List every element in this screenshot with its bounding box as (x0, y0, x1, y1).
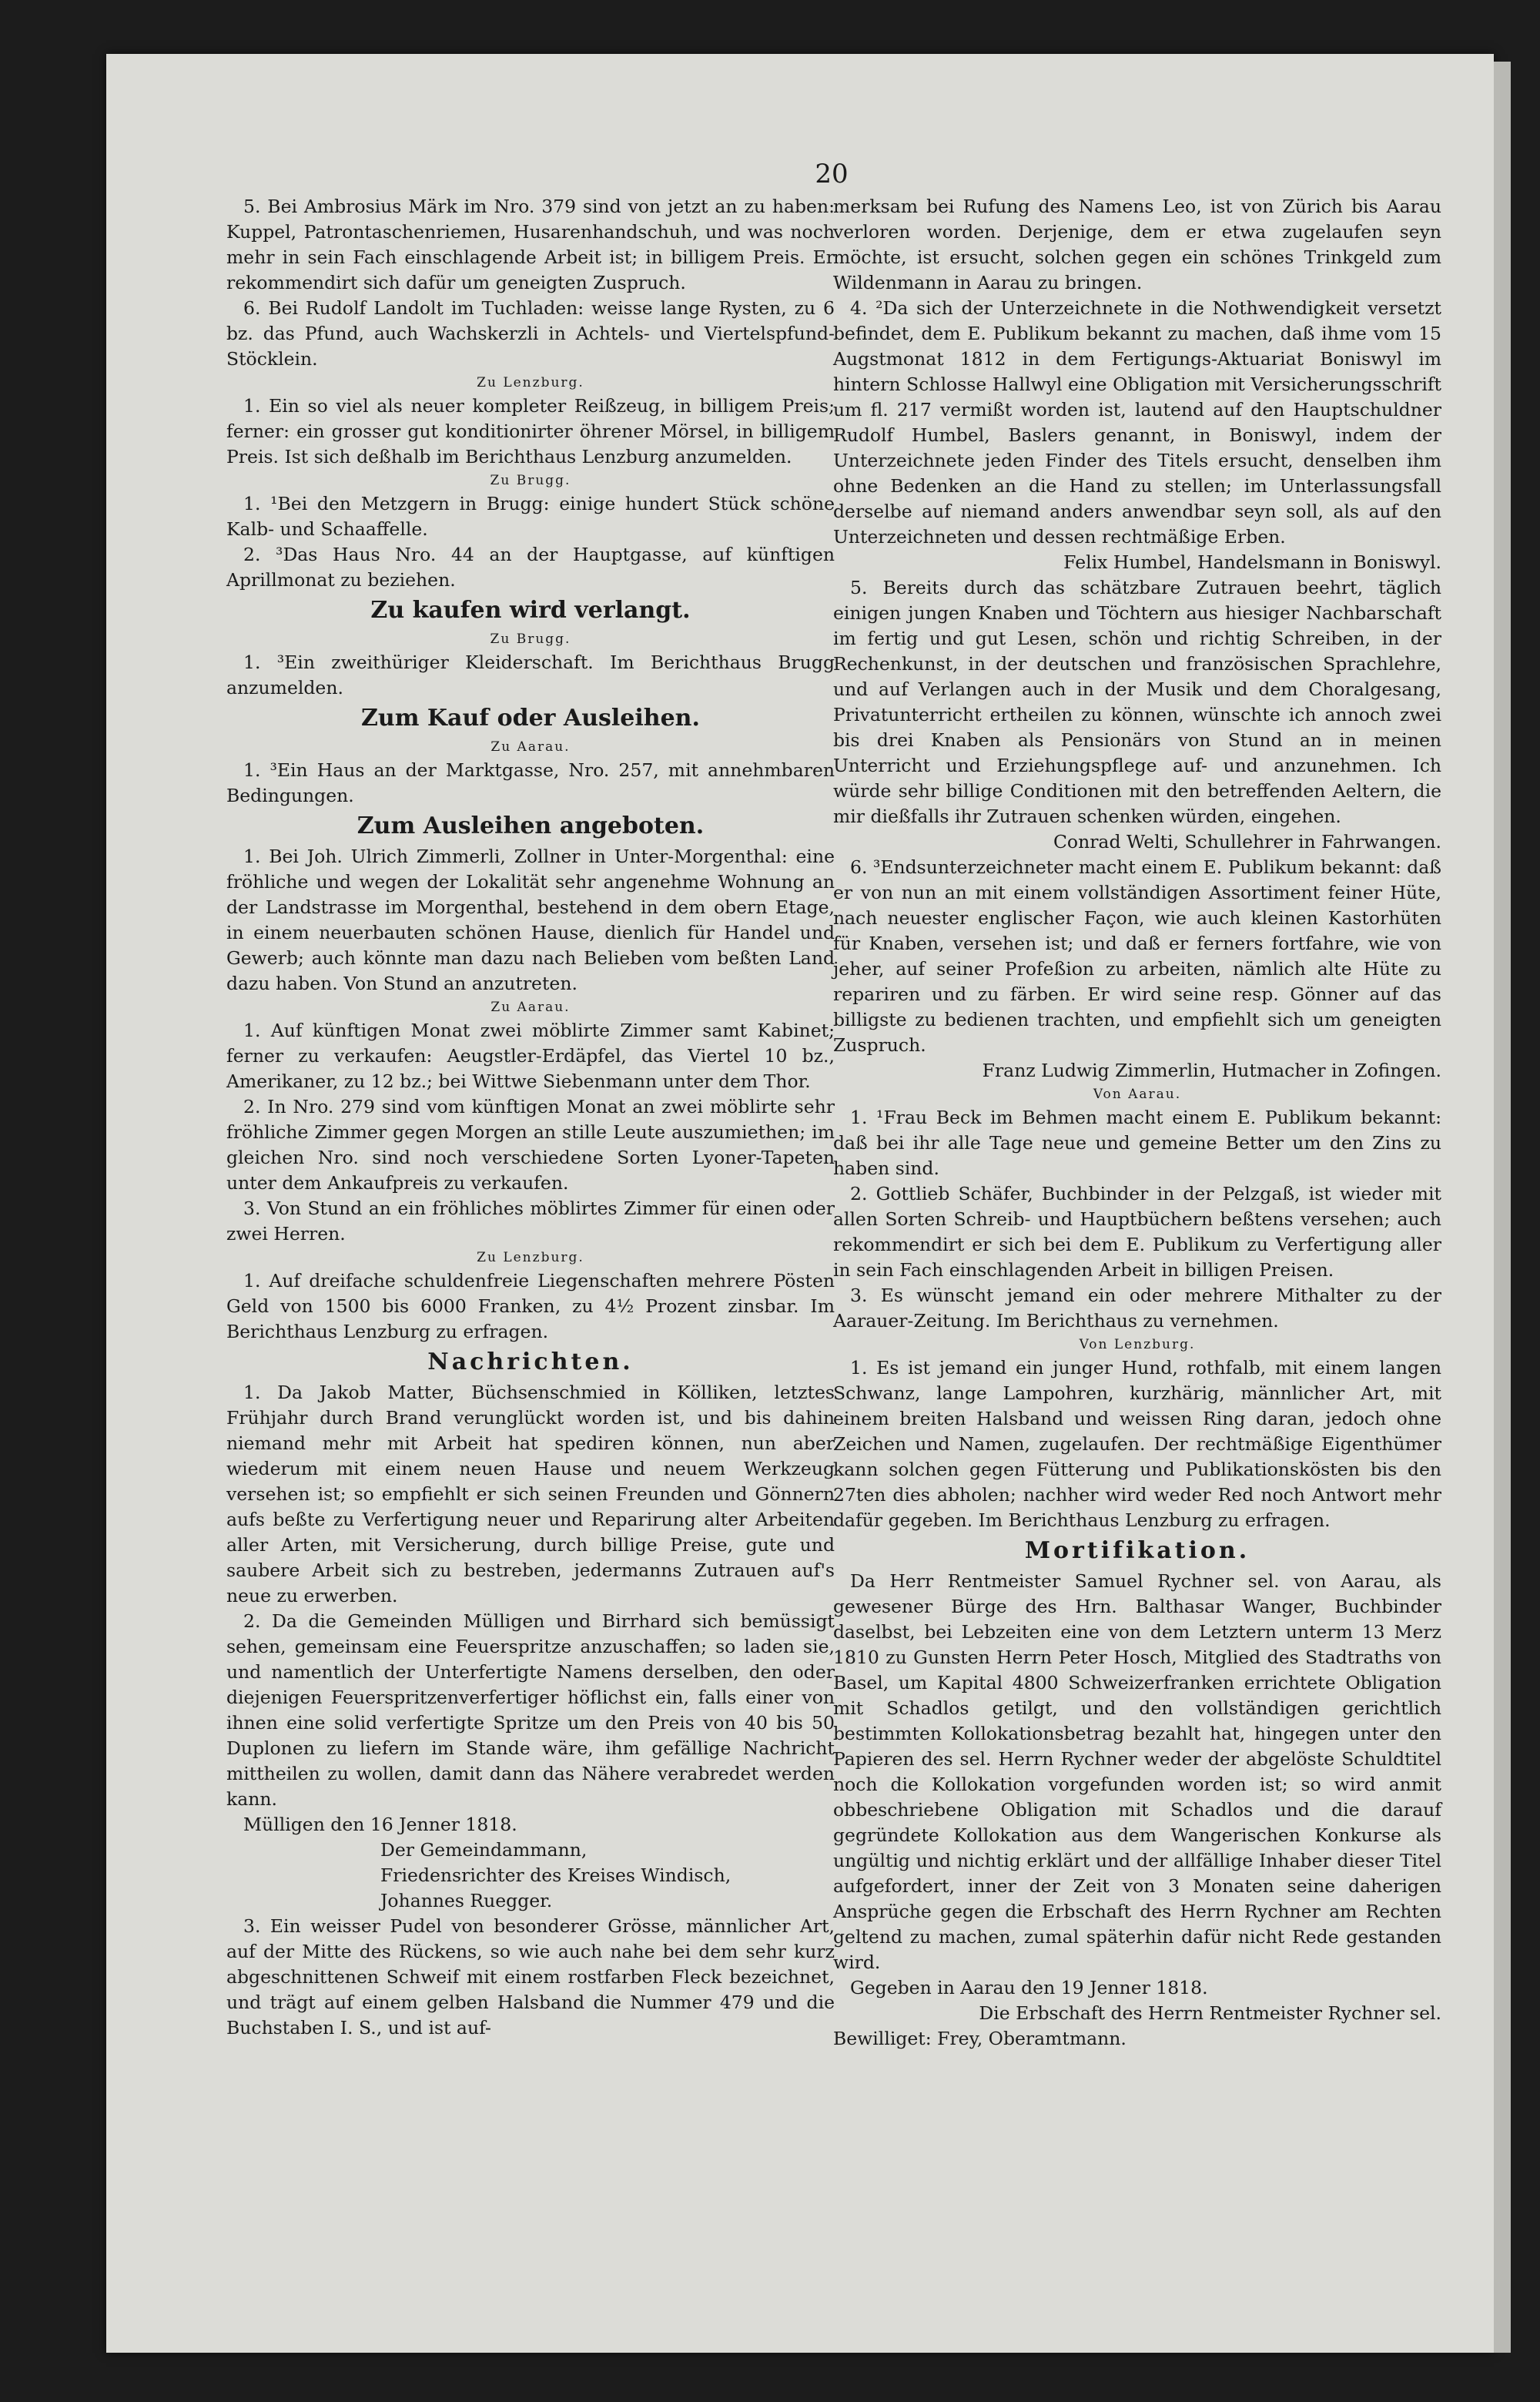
signature-line: Der Gemeindammann, (380, 1839, 588, 1861)
signature-bewilliget: Bewilliget: Frey, Oberamtmann. (833, 2028, 1127, 2049)
notice-matter: 1. Da Jakob Matter, Büchsenschmied in Kölliken, letztes Frühjahr durch Brand verunglückt worden ist, und bis dahin niemand mehr mit Arbeit hat spediren können, nun aber wiederum mit einem neuen Hause und neuem Werkzeug versehen ist; so empfiehlt er sich seinen Freunden und Gönnern aufs beßte zu Verfertigung neuer und Reparirung alter Arbeiten aller Arten, mit Versicherung, durch billige Preise, gute und saubere Arbeit sich zu bestreben, jedermanns Zutrauen auf's neue zu erwerben. (226, 1382, 835, 1606)
location-heading: Zu Lenzburg. (477, 1250, 584, 1265)
left-column (226, 194, 835, 2041)
location-heading: Von Lenzburg. (1079, 1337, 1196, 1352)
notice-reisszeug: 1. Ein so viel als neuer kompleter Reißzeug, in billigem Preis; ferner: ein grosser gut konditionirter öhrener Mörsel, in billigem Preis. Ist sich deßhalb im Berichthaus Lenzburg anzumelden. (226, 395, 835, 467)
section-heading-ausleihen: Zum Ausleihen angeboten. (357, 812, 705, 839)
location-heading: Zu Brugg. (490, 631, 571, 647)
page-number: 20 (815, 159, 849, 189)
signature-erbschaft: Die Erbschaft des Herrn Rentmeister Rychner sel. (979, 2002, 1441, 2024)
notice-pudel-continued: merksam bei Rufung des Namens Leo, ist von Zürich bis Aarau verloren worden. Derjenige, dem er etwa zugelaufen seyn möchte, ist ersucht, solchen gegen ein schönes Trinkgeld zum Wildenmann in Aarau zu bringen. (833, 196, 1441, 293)
notice-kleiderschaft: 1. ³Ein zweithüriger Kleiderschaft. Im Berichthaus Brugg anzumelden. (226, 652, 835, 698)
notice-haus-44: 2. ³Das Haus Nro. 44 an der Hauptgasse, auf künftigen Aprillmonat zu beziehen. (226, 544, 835, 591)
section-heading-nachrichten: Nachrichten. (427, 1348, 634, 1375)
notice-geld: 1. Auf dreifache schuldenfreie Liegenschaften mehrere Pösten Geld von 1500 bis 6000 Franken, zu 4½ Prozent zinsbar. Im Berichthaus Lenzburg zu erfragen. (226, 1270, 835, 1342)
notice-feuerspritze: 2. Da die Gemeinden Mülligen und Birrhard sich bemüssigt sehen, gemeinsam eine Feuerspritze anzuschaffen; so laden sie, und namentlich der Unterfertigte Namens derselben, den oder diejenigen Feuerspritzenverfertiger höflichst ein, falls einer von ihnen eine solid verfertigte Spritze um den Preis von 40 bis 50 Duplonen zu liefern im Stande wäre, ihm gefällige Nachricht mittheilen zu wollen, damit dann das Nähere verabredet werden kann. (226, 1610, 835, 1810)
location-heading: Zu Brugg. (490, 473, 571, 488)
notice-huete: 6. ³Endsunterzeichneter macht einem E. Publikum bekannt: daß er von nun an mit einem vollständigen Assortiment feiner Hüte, nach neuester englischer Façon, wie auch kleinen Kastorhüten für Knaben, versehen ist; und daß er ferners fortfahre, wie von jeher, auf seiner Profeßion zu arbeiten, nämlich alte Hüte zu repariren und zu färben. Er wird seine resp. Gönner auf das billigste zu bedienen trachten, und empfiehlt sich um geneigten Zuspruch. (833, 856, 1441, 1056)
notice-zimmer-kabinet: 1. Auf künftigen Monat zwei möblirte Zimmer samt Kabinet; ferner zu verkaufen: Aeugstler-Erdäpfel, das Viertel 10 bz., Amerikaner, zu 12 bz.; bei Wittwe Siebenmann unter dem Thor. (226, 1020, 835, 1092)
signature-humbel: Felix Humbel, Handelsmann in Boniswyl. (1063, 551, 1441, 573)
dateline-aarau: Gegeben in Aarau den 19 Jenner 1818. (850, 1977, 1208, 1998)
notice-pudel: 3. Ein weisser Pudel von besonderer Grösse, männlicher Art, auf der Mitte des Rückens, so wie auch nahe bei dem sehr kurz abgeschnittenen Schweif mit einem rostfarben Fleck bezeichnet, und trägt auf einem gelben Halsband die Nummer 479 und die Buchstaben I. S., und ist auf- (226, 1915, 835, 2039)
notice-mithalter: 3. Es wünscht jemand ein oder mehrere Mithalter zu der Aarauer-Zeitung. Im Berichthaus zu vernehmen. (833, 1285, 1441, 1332)
notice-metzgern: 1. ¹Bei den Metzgern in Brugg: einige hundert Stück schöne Kalb- und Schaaffelle. (226, 493, 835, 540)
location-heading: Zu Aarau. (490, 739, 571, 755)
signature-welti: Conrad Welti, Schullehrer in Fahrwangen. (1053, 831, 1441, 853)
notice-schaefer: 2. Gottlieb Schäfer, Buchbinder in der Pelzgaß, ist wieder mit allen Sorten Schreib- und Hauptbüchern beßtens versehen; auch rekommendirt er sich bei dem E. Publikum zu Verfertigung aller in sein Fach einschlagenden Arbeit in billigen Preisen. (833, 1183, 1441, 1281)
notice-ambrosius: 5. Bei Ambrosius Märk im Nro. 379 sind von jetzt an zu haben: Kuppel, Patrontaschenriemen, Husarenhandschuh, und was noch mehr in sein Fach einschlagende Arbeit ist; in billigem Preis. Er rekommendirt sich dafür um geneigten Zuspruch. (226, 196, 835, 293)
right-column (833, 194, 1441, 2052)
notice-hund: 1. Es ist jemand ein junger Hund, rothfalb, mit einem langen Schwanz, lange Lampohren, kurzhärig, männlicher Art, mit einem breiten Halsband und weissen Ring daran, jedoch ohne Zeichen und Namen, zugelaufen. Der rechtmäßige Eigenthümer kann solchen gegen Fütterung und Publikationskösten bis den 27ten dies abholen; nachher wird weder Red noch Antwort mehr dafür gegeben. Im Berichthaus Lenzburg zu erfragen. (833, 1357, 1441, 1531)
notice-nro-279: 2. In Nro. 279 sind vom künftigen Monat an zwei möblirte sehr fröhliche Zimmer gegen Morgen an stille Leute auszumiethen; im gleichen Nro. sind noch verschiedene Sorten Lyoner-Tapeten unter dem Ankaufpreis zu verkaufen. (226, 1096, 835, 1194)
notice-zimmerli: 1. Bei Joh. Ulrich Zimmerli, Zollner in Unter-Morgenthal: eine fröhliche und wegen der Lokalität sehr angenehme Wohnung an der Landstrasse im Morgenthal, bestehend in dem obern Etage, in einem neuerbauten schönen Hause, dienlich für Handel und Gewerb; auch könnte man dazu nach Belieben vom beßten Land dazu haben. Von Stund an anzutreten. (226, 846, 835, 994)
signature-line: Friedensrichter des Kreises Windisch, (380, 1864, 732, 1886)
notice-frau-beck: 1. ¹Frau Beck im Behmen macht einem E. Publikum bekannt: daß bei ihr alle Tage neue und gemeine Better um den Zins zu haben sind. (833, 1107, 1441, 1179)
location-heading: Zu Aarau. (490, 1000, 571, 1015)
notice-unterricht: 5. Bereits durch das schätzbare Zutrauen beehrt, täglich einigen jungen Knaben und Töchtern aus hiesiger Nachbarschaft im fertig und gut Lesen, schön und richtig Schreiben, in der Rechenkunst, in der deutschen und französischen Sprachlehre, und auf Verlangen auch in der Musik und dem Choralgesang, Privatunterricht ertheilen zu können, wünschte ich annoch zwei bis drei Knaben als Pensionärs von Stund an in meinen Unterricht und Erziehungspflege auf- und anzunehmen. Ich würde sehr billige Conditionen mit den betreffenden Aeltern, die mir dießfalls ihr Zutrauen schenken würden, eingehen. (833, 577, 1441, 827)
section-heading-kaufen: Zu kaufen wird verlangt. (370, 597, 691, 624)
section-heading-kauf-ausleihen: Zum Kauf oder Ausleihen. (361, 705, 700, 732)
notice-zimmer-herren: 3. Von Stund an ein fröhliches möblirtes Zimmer für einen oder zwei Herren. (226, 1198, 835, 1245)
notice-haus-257: 1. ³Ein Haus an der Marktgasse, Nro. 257, mit annehmbaren Bedingungen. (226, 759, 835, 806)
notice-mortifikation: Da Herr Rentmeister Samuel Rychner sel. von Aarau, als gewesener Bürge des Hrn. Balthasar Wanger, Buchbinder daselbst, bei Lebzeiten eine von dem Letztern unterm 13 Merz 1810 zu Gunsten Herrn Peter Hosch, Mitglied des Stadtraths von Basel, um Kapital 4800 Schweizerfranken errichtete Obligation mit Schadlos getilgt, und den vollständigen gerichtlich bestimmten Kollokationsbetrag bezahlt hat, hingegen unter den Papieren des sel. Herrn Rychner weder der abgelöste Schuldtitel noch die Kollokation vorgefunden worden ist; so wird anmit obbeschriebene Obligation mit Schadlos und die darauf gegründete Kollokation aus dem Wangerischen Konkurse als ungültig und nichtig erklärt und der allfällige Inhaber dieser Titel aufgefordert, inner der Zeit von 3 Monaten seine daherigen Ansprüche gegen die Erbschaft des Herrn Rychner am Rechten geltend zu machen, zumal späterhin dafür nicht Rede gestanden wird. (833, 1570, 1441, 1973)
signature-line: Johannes Ruegger. (380, 1890, 553, 1911)
signature-zimmerlin: Franz Ludwig Zimmerlin, Hutmacher in Zofingen. (982, 1060, 1441, 1081)
section-heading-mortifikation: Mortifikation. (1024, 1537, 1250, 1564)
page-edge (1494, 62, 1511, 2353)
notice-landolt: 6. Bei Rudolf Landolt im Tuchladen: weisse lange Rysten, zu 6 bz. das Pfund, auch Wachskerzli in Achtels- und Viertelspfund-Stöcklein. (226, 297, 835, 370)
location-heading: Zu Lenzburg. (477, 375, 584, 390)
location-heading: Von Aarau. (1093, 1087, 1182, 1102)
dateline-muelligen: Mülligen den 16 Jenner 1818. (243, 1814, 517, 1835)
notice-obligation: 4. ²Da sich der Unterzeichnete in die Nothwendigkeit versetzt befindet, dem E. Publikum bekannt zu machen, daß ihme vom 15 Augstmonat 1812 in dem Fertigungs-Aktuariat Boniswyl im hintern Schlosse Hallwyl eine Obligation mit Versicherungsschrift um fl. 217 vermißt worden ist, lautend auf den Hauptschuldner Rudolf Humbel, Baslers genannt, in Boniswyl, indem der Unterzeichnete jeden Finder des Titels ersucht, denselben ihm ohne Bedenken an die Hand zu stellen; im Unterlassungsfall derselbe auf niemand anders anwendbar seyn soll, als auf den Unterzeichneten und dessen rechtmäßige Erben. (833, 297, 1441, 548)
